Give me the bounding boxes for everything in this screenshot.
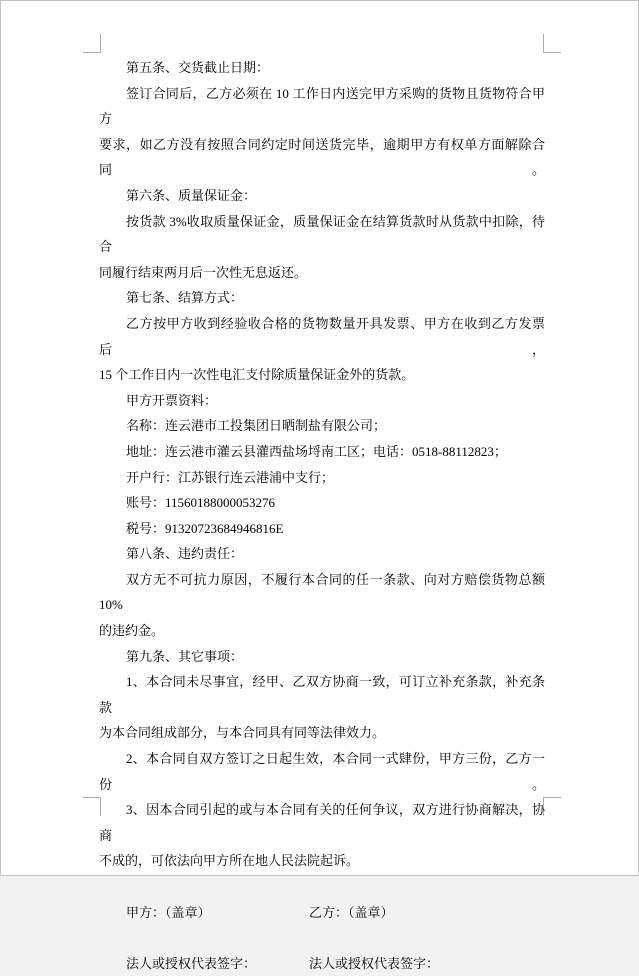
- signature-line: [99, 900, 545, 926]
- signature-label-party-b: 乙方：（盖章）: [309, 904, 394, 920]
- text-line: 1、本合同未尽事宜，经甲、乙双方协商一致，可订立补充条款，补充条款: [99, 674, 545, 715]
- signature-label-party-b: 法人或授权代表签字：: [309, 955, 440, 971]
- text-line: 签订合同后，乙方必须在 10 工作日内送完甲方采购的货物且货物符合甲方: [99, 85, 545, 127]
- text-line: 为本合同组成部分，与本合同具有同等法律效力。: [99, 725, 386, 741]
- text-line: 第六条、质量保证金：: [126, 187, 257, 203]
- text-line: 15 个工作日内一次性电汇支付除质量保证金外的货款。: [99, 367, 415, 383]
- document-content: [99, 55, 545, 976]
- text-line: 税号：91320723684946816E: [126, 520, 284, 536]
- text-line: 按货款 3%收取质量保证金，质量保证金在结算货款时从货款中扣除，待合: [99, 213, 545, 255]
- text-line: 乙方按甲方收到经验收合格的货物数量开具发票、甲方在收到乙方发票后，: [99, 315, 545, 357]
- text-line: 的违约金。: [99, 623, 165, 639]
- signature-line: [99, 951, 545, 976]
- text-line: 第七条、结算方式：: [126, 290, 244, 306]
- text-line: 2、本合同自双方签订之日起生效，本合同一式肆份，甲方三份，乙方一份。: [99, 751, 545, 792]
- text-line: 同履行结束两月后一次性无息返还。: [99, 264, 308, 280]
- signature-label-party-a: 甲方：（盖章）: [126, 904, 211, 920]
- text-line: 甲方开票资料：: [126, 392, 218, 408]
- text-boundary-mark-top-right: [543, 34, 561, 53]
- text-line: 开户行：江苏银行连云港浦中支行；: [126, 469, 335, 485]
- text-line: 双方无不可抗力原因，不履行本合同的任一条款、向对方赔偿货物总额 10%: [99, 571, 545, 613]
- text-line: 3、因本合同引起的或与本合同有关的任何争议，双方进行协商解决，协商: [99, 802, 545, 843]
- text-line: 名称：连云港市工投集团日晒制盐有限公司；: [126, 418, 387, 434]
- text-line: 第五条、交货截止日期：: [126, 60, 270, 75]
- signature-label-party-a: 法人或授权代表签字：: [126, 955, 257, 971]
- text-line: 第九条、其它事项：: [126, 648, 244, 664]
- text-line: 账号：11560188000053276: [126, 495, 276, 511]
- text-line: 不成的，可依法向甲方所在地人民法院起诉。: [99, 853, 360, 869]
- text-line: 地址：连云港市灌云县灌西盐场埒南工区；电话：0518-88112823；: [126, 443, 507, 459]
- text-line: 第八条、违约责任：: [126, 546, 244, 562]
- text-line: 要求，如乙方没有按照合同约定时间送货完毕，逾期甲方有权单方面解除合同。: [99, 136, 545, 178]
- blank-line: [99, 925, 545, 951]
- blank-line: [99, 874, 545, 900]
- text-boundary-mark-top-left: [83, 34, 101, 53]
- text-boundary-mark-bottom-right: [543, 797, 561, 816]
